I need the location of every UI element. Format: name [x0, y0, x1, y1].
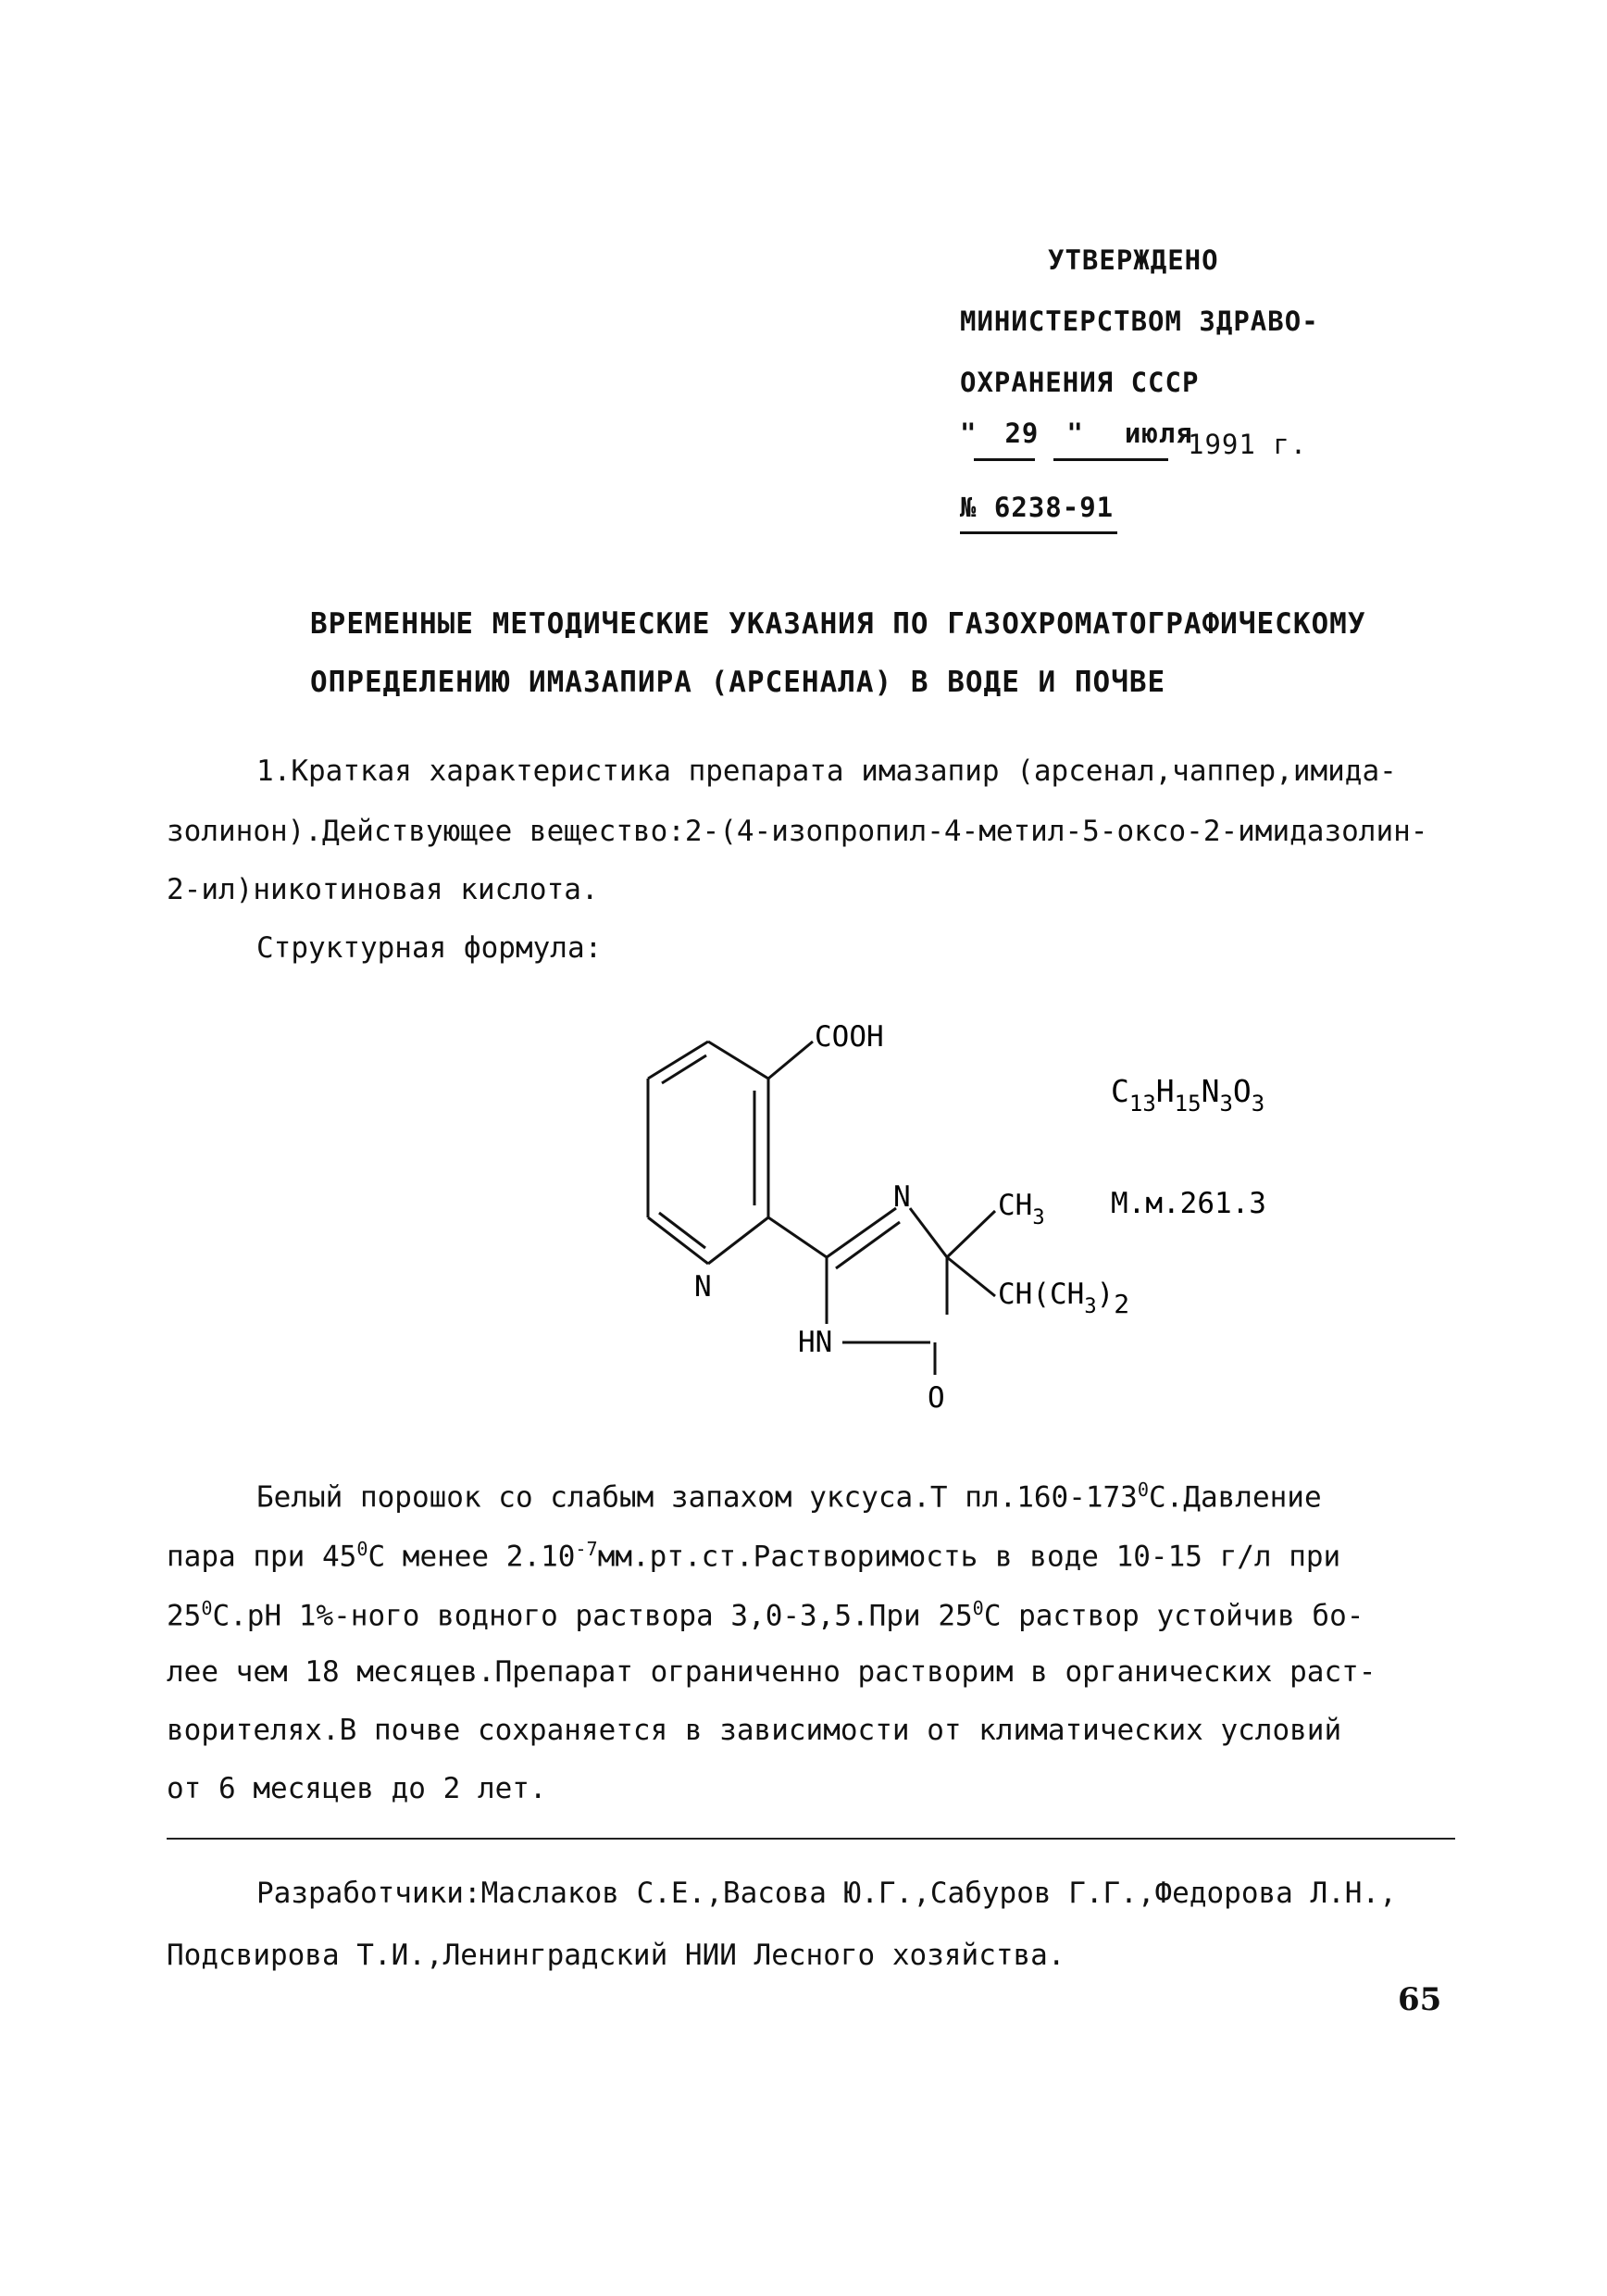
date-quote-close: "	[1066, 418, 1084, 449]
approval-date	[960, 418, 1216, 449]
section1-line-1: 1.Краткая характеристика препарата имазапир (арсенал,чаппер,имида-	[256, 755, 1397, 788]
document-number-underline	[960, 531, 1117, 534]
document-number: № 6238-91	[960, 492, 1115, 523]
methyl-bond	[947, 1211, 995, 1257]
approval-line-2: МИНИСТЕРСТВОМ ЗДРАВО-	[960, 306, 1319, 337]
formula-bonds	[648, 1042, 995, 1375]
date-year: 1991 г.	[1188, 429, 1308, 460]
props-line-4: лее чем 18 месяцев.Препарат ограниченно растворим в органических раст-	[167, 1655, 1377, 1689]
props-line-1: Белый порошок со слабым запахом уксуса.Т $пл.160-173^0С.Давление$	[256, 1479, 1322, 1515]
ring-bond	[708, 1042, 768, 1079]
date-day: 29	[1004, 418, 1040, 449]
imid-bond	[910, 1208, 947, 1257]
approval-line-1: УТВЕРЖДЕНО	[1048, 244, 1219, 276]
title-line-1: ВРЕМЕННЫЕ МЕТОДИЧЕСКИЕ УКАЗАНИЯ ПО ГАЗОХРОМАТОГРАФИЧЕСКОМУ	[310, 607, 1366, 641]
date-quote-open: "	[960, 418, 978, 449]
date-month: июля	[1124, 418, 1193, 449]
formula-chch3: $CH(CH_3)2$	[998, 1278, 1130, 1319]
ring-bond	[648, 1217, 708, 1264]
structural-formula	[592, 1009, 1266, 1435]
molecular-formula: $C_{13}H_{15}N_3O_3$	[1111, 1073, 1265, 1117]
footnote-line-1: Разработчики:Маслаков С.Е.,Васова Ю.Г.,Сабуров Г.Г.,Федорова Л.Н.,	[256, 1877, 1397, 1910]
ring-bond	[708, 1217, 768, 1264]
footnote-divider	[167, 1838, 1455, 1840]
props-line-2: пара при $45^0С$ менее $2.10^{-7}мм.рт.ст.Растворимость$ в воде 10-15 г/л при	[167, 1538, 1341, 1574]
molecular-mass: М.м.261.3	[1111, 1187, 1266, 1220]
approval-line-3: ОХРАНЕНИЯ СССР	[960, 367, 1200, 398]
footnote-line-2: Подсвирова Т.И.,Ленинградский НИИ Лесного хозяйства.	[167, 1939, 1065, 1972]
link-bond	[768, 1217, 827, 1257]
formula-ch3: $CH_3$	[998, 1189, 1045, 1229]
title-line-2: ОПРЕДЕЛЕНИЮ ИМАЗАПИРА (АРСЕНАЛА) В ВОДЕ И ПОЧВЕ	[310, 666, 1166, 699]
props-line-6: от 6 месяцев до 2 лет.	[167, 1772, 547, 1805]
isopropyl-bond	[947, 1257, 995, 1296]
date-day-underline	[974, 458, 1035, 461]
formula-n-ring: N	[694, 1270, 712, 1304]
props-line-3: $25^0С.pH$ 1%-ного водного раствора 3,0-3,5.При $25^0С$ раствор устойчив бо-	[167, 1597, 1364, 1633]
formula-label: Структурная формула:	[256, 931, 603, 965]
date-month-underline	[1053, 458, 1168, 461]
formula-hn: HN	[798, 1326, 833, 1359]
formula-o: O	[928, 1381, 945, 1415]
section1-line-3: 2-ил)никотиновая кислота.	[167, 873, 599, 906]
section1-line-2: золинон).Действующее вещество:2-(4-изопропил-4-метил-5-оксо-2-имидазолин-	[167, 815, 1428, 848]
page-number: 65	[1398, 1981, 1442, 2018]
props-line-5: ворителях.В почве сохраняется в зависимости от климатических условий	[167, 1714, 1342, 1747]
formula-n-imid: N	[893, 1180, 911, 1214]
formula-cooh: COOH	[815, 1020, 884, 1054]
ring-bond-double	[662, 1055, 706, 1083]
cooh-bond	[768, 1042, 813, 1079]
